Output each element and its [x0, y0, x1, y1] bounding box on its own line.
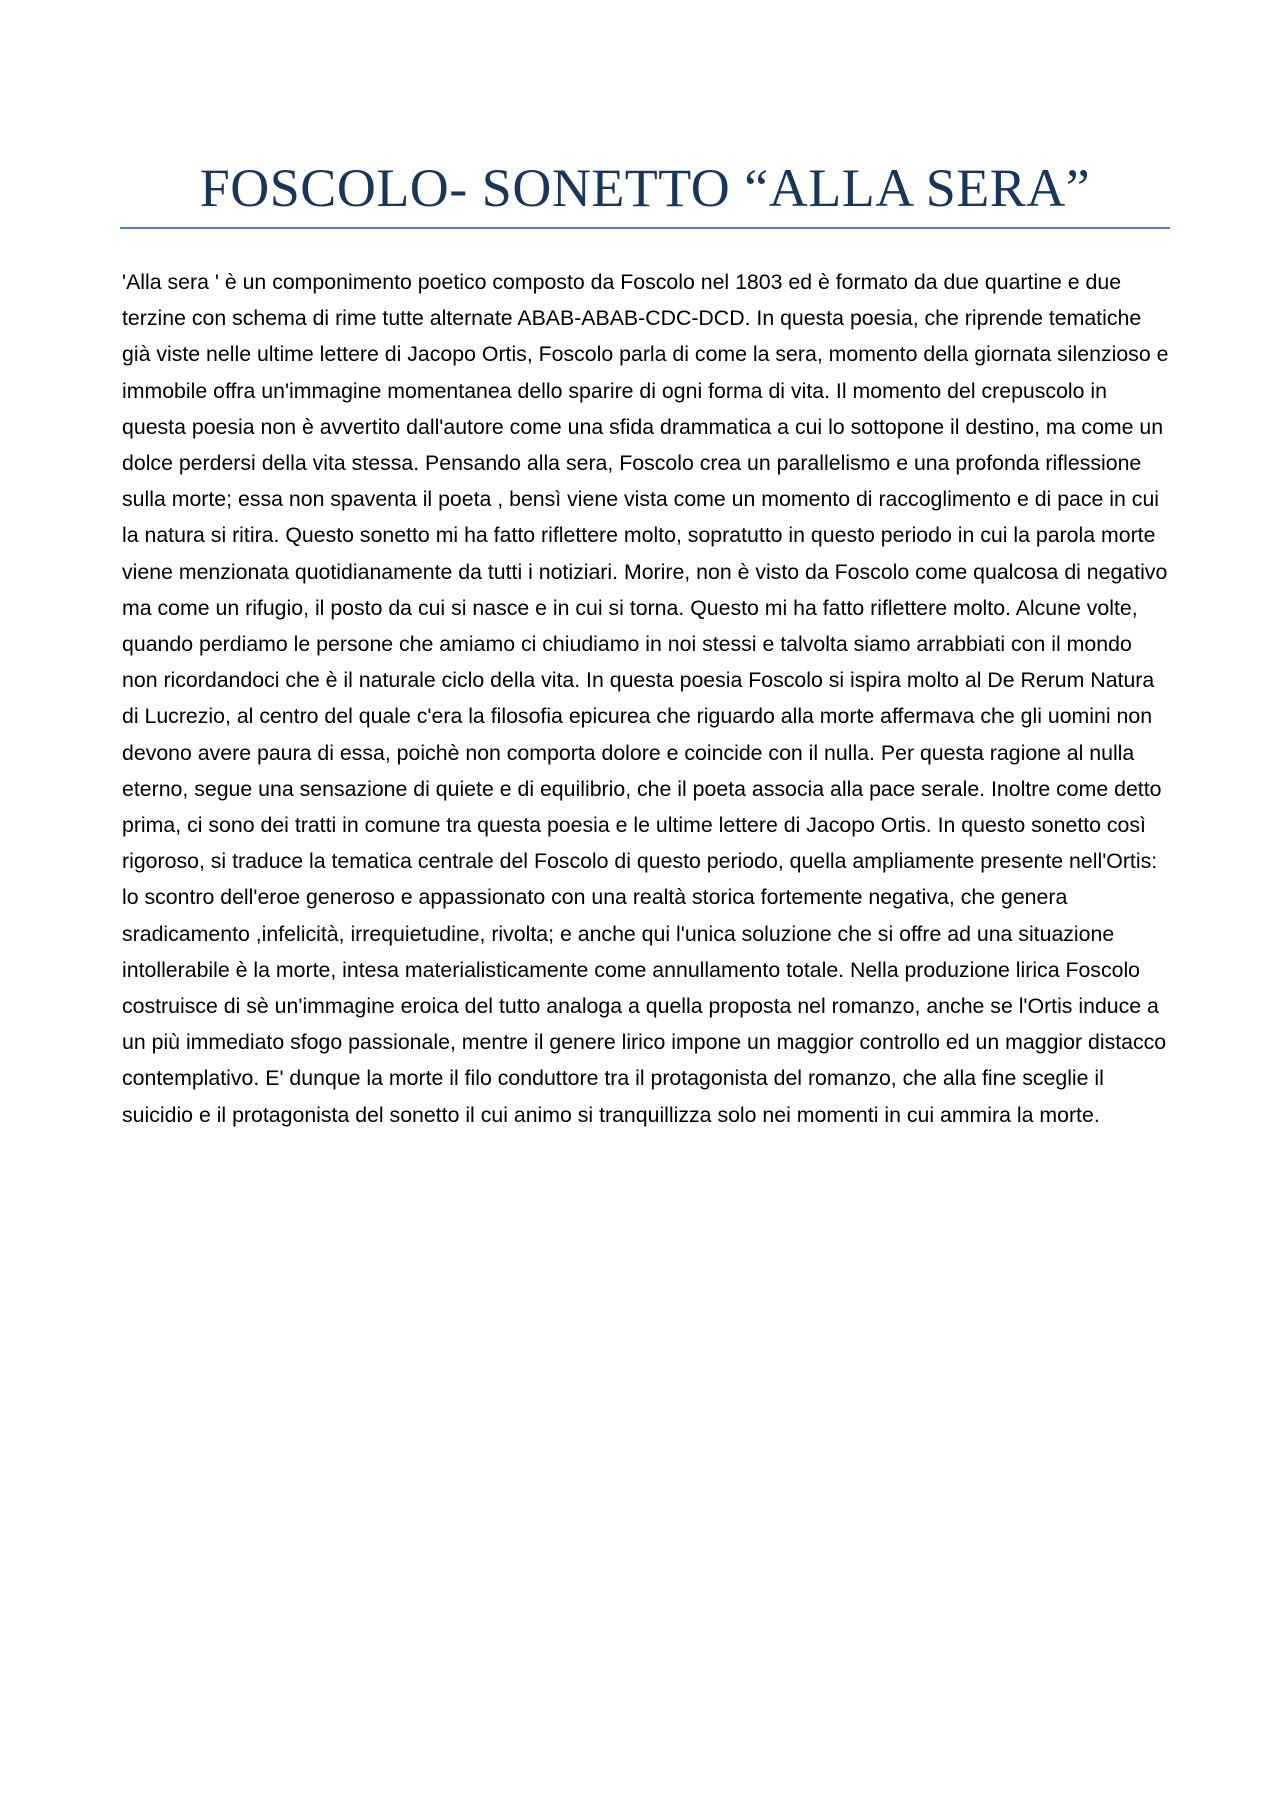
title-underline-divider: [120, 227, 1170, 229]
body-paragraph: 'Alla sera ' è un componimento poetico composto da Foscolo nel 1803 ed è formato da due quartine e due terzine con schema di rime tutte alternate ABAB-ABAB-CDC-DCD. In questa poesia, che riprende tematiche già viste nelle ultime lettere di Jacopo Ortis, Foscolo parla di come la sera, momento della giornata silenzioso e immobile offra un'immagine momentanea dello sparire di ogni forma di vita. Il momento del crepuscolo in questa poesia non è avvertito dall'autore come una sfida drammatica a cui lo sottopone il destino, ma come un dolce perdersi della vita stessa. Pensando alla sera, Foscolo crea un parallelismo e una profonda riflessione sulla morte; essa non spaventa il poeta , bensì viene vista come un momento di raccoglimento e di pace in cui la natura si ritira. Questo sonetto mi ha fatto riflettere molto, sopratutto in questo periodo in cui la parola morte viene menzionata quotidianamente da tutti i notiziari. Morire, non è visto da Foscolo come qualcosa di negativo ma come un rifugio, il posto da cui si nasce e in cui si torna. Questo mi ha fatto riflettere molto. Alcune volte, quando perdiamo le persone che amiamo ci chiudiamo in noi stessi e talvolta siamo arrabbiati con il mondo non ricordandoci che è il naturale ciclo della vita. In questa poesia Foscolo si ispira molto al De Rerum Natura di Lucrezio, al centro del quale c'era la filosofia epicurea che riguardo alla morte affermava che gli uomini non devono avere paura di essa, poichè non comporta dolore e coincide con il nulla. Per questa ragione al nulla eterno, segue una sensazione di quiete e di equilibrio, che il poeta associa alla pace serale. Inoltre come detto prima, ci sono dei tratti in comune tra questa poesia e le ultime lettere di Jacopo Ortis. In questo sonetto così rigoroso, si traduce la tematica centrale del Foscolo di questo periodo, quella ampliamente presente nell'Ortis: lo scontro dell'eroe generoso e appassionato con una realtà storica fortemente negativa, che genera sradicamento ,infelicità, irrequietudine, rivolta; e anche qui l'unica soluzione che si offre ad una situazione intollerabile è la morte, intesa materialisticamente come annullamento totale. Nella produzione lirica Foscolo costruisce di sè un'immagine eroica del tutto analoga a quella proposta nel romanzo, anche se l'Ortis induce a un più immediato sfogo passionale, mentre il genere lirico impone un maggior controllo ed un maggior distacco contemplativo. E' dunque la morte il filo conduttore tra il protagonista del romanzo, che alla fine sceglie il suicidio e il protagonista del sonetto il cui animo si tranquillizza solo nei momenti in cui ammira la morte.: [122, 270, 1169, 1127]
page-title: FOSCOLO- SONETTO “ALLA SERA”: [199, 158, 1091, 218]
